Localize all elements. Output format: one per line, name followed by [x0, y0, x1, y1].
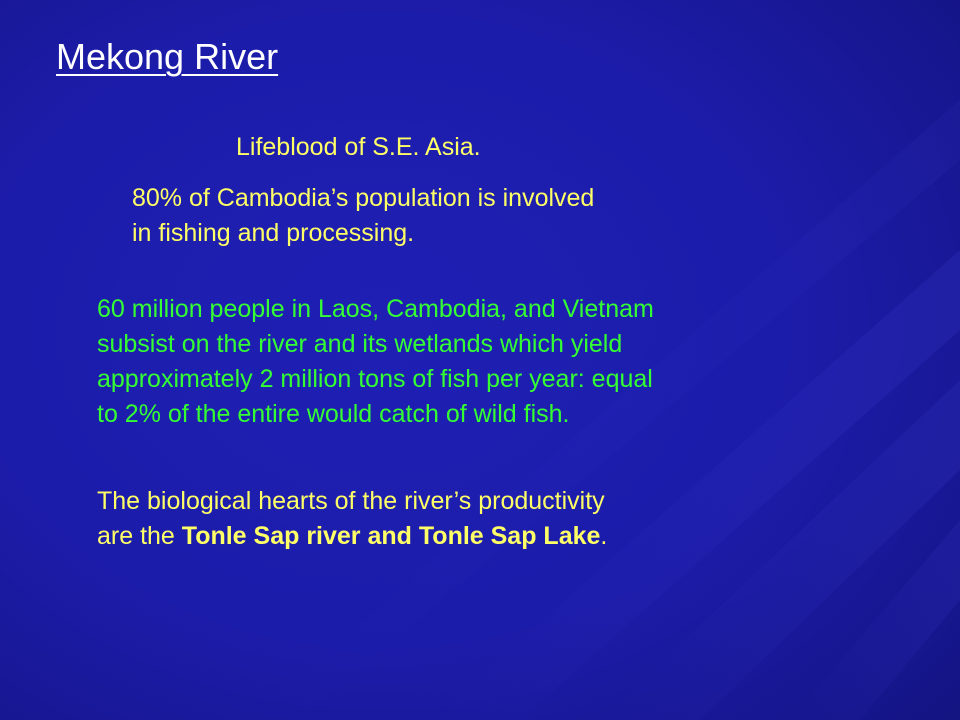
- cambodia-line-1: 80% of Cambodia’s population is involved: [132, 184, 595, 212]
- population-line-2: subsist on the river and its wetlands which yield: [97, 330, 623, 358]
- population-line-4: to 2% of the entire would catch of wild fish.: [97, 400, 570, 428]
- cambodia-line-2: in fishing and processing.: [132, 219, 415, 247]
- cambodia-paragraph: [132, 181, 594, 251]
- population-line-3: approximately 2 million tons of fish per year: equal: [97, 365, 653, 393]
- biological-line-1: The biological hearts of the river’s productivity: [97, 487, 605, 515]
- biological-line-2-prefix: are the: [97, 522, 182, 550]
- lifeblood-line: Lifeblood of S.E. Asia.: [236, 133, 481, 161]
- biological-paragraph: [97, 484, 607, 554]
- slide-title: Mekong River: [56, 36, 279, 77]
- tonle-sap-emphasis: Tonle Sap river and Tonle Sap Lake: [181, 522, 601, 550]
- biological-line-2-suffix: .: [600, 522, 608, 550]
- population-line-1: 60 million people in Laos, Cambodia, and Vietnam: [97, 295, 654, 323]
- population-paragraph: [97, 292, 654, 432]
- biological-line-2: [97, 519, 607, 554]
